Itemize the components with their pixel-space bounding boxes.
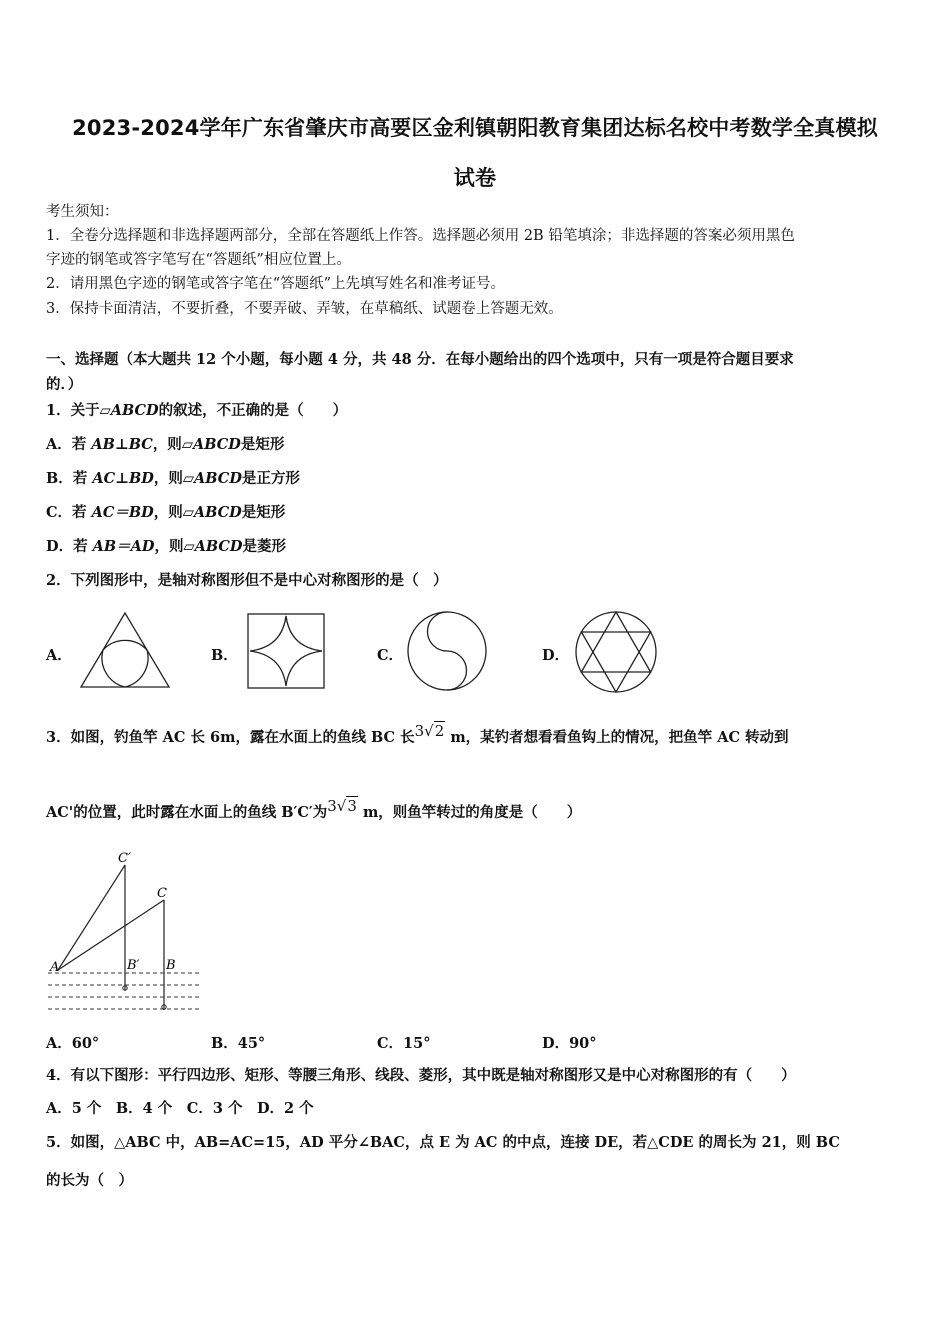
q2-option-b-label: B．	[211, 647, 238, 664]
q2-figure-b-square-star	[246, 612, 326, 690]
q1-prefix: 1．关于	[46, 402, 100, 419]
notice-item-2: 2．请用黑色字迹的钢笔或答字笔在“答题纸”上先填写姓名和准考证号。	[46, 276, 506, 292]
radical-coefficient: 3	[327, 797, 337, 815]
option-then: ，则	[153, 470, 183, 487]
q3-radical-bc-prime: 3√3	[327, 797, 357, 815]
q3-text-part2: m，某钓者想看看鱼钩上的情况，把鱼竿 AC 转动到	[445, 729, 789, 746]
option-then: ，则	[152, 436, 182, 453]
question-1-option-d	[46, 537, 906, 557]
option-condition: AC⊥BD	[92, 470, 154, 487]
label-b-prime: B′	[127, 958, 140, 973]
option-shape: ▱ABCD	[182, 504, 242, 521]
option-shape: ▱ABCD	[183, 538, 243, 555]
q3-text-part4: m，则鱼竿转过的角度是（ ）	[357, 804, 582, 821]
question-1-stem	[46, 401, 906, 421]
radical-coefficient: 3	[414, 722, 425, 740]
question-3-stem-line1	[46, 722, 906, 748]
q3-fishing-rod-figure	[46, 845, 206, 1020]
q2-option-c-label: C．	[377, 647, 404, 664]
option-shape: ▱ABCD	[181, 436, 241, 453]
option-condition: AB⊥BC	[91, 436, 153, 453]
option-result: 是正方形	[241, 470, 300, 487]
question-1-option-c	[46, 503, 906, 523]
q3-text-part3: AC'的位置，此时露在水面上的鱼线 B′C′为	[46, 804, 328, 821]
q3-text-part1: 3．如图，钓鱼竿 AC 长 6m，露在水面上的鱼线 BC 长	[46, 729, 415, 746]
q3-option-c: C．15°	[377, 1035, 431, 1052]
label-c: C	[157, 886, 167, 901]
notice-item-3: 3．保持卡面清洁，不要折叠，不要弄破、弄皱，在草稿纸、试题卷上答题无效。	[46, 301, 563, 317]
q3-radical-bc: 3√2	[414, 722, 445, 740]
q2-figure-d-star-of-david	[574, 610, 658, 694]
notice-item-1b: 字迹的钢笔或答字笔写在“答题纸”相应位置上。	[46, 252, 351, 268]
section-heading-line1: 一、选择题（本大题共 12 个小题，每小题 4 分，共 48 分．在每小题给出的四个选项中，只有一项是符合题目要求	[46, 351, 794, 368]
option-result: 是矩形	[240, 436, 285, 453]
question-2-stem: 2．下列图形中，是轴对称图形但不是中心对称图形的是（ ）	[46, 572, 448, 589]
option-shape: ▱ABCD	[182, 470, 242, 487]
option-then: ，则	[153, 504, 183, 521]
option-then: ，则	[154, 538, 184, 555]
radical-radicand: 3	[347, 797, 357, 815]
section-heading-line2: 的．）	[46, 376, 83, 393]
label-b: B	[166, 958, 176, 973]
option-condition: AB＝AD	[92, 538, 155, 555]
question-5-stem-line1: 5．如图，△ABC 中，AB=AC=15，AD 平分∠BAC，点 E 为 AC 的中点，连接 DE，若△CDE 的周长为 21，则 BC	[46, 1134, 840, 1151]
question-1-option-a	[46, 435, 906, 455]
option-label: D．若	[46, 538, 93, 555]
option-condition: AC＝BD	[91, 504, 154, 521]
question-5-stem-line2: 的长为（ ）	[46, 1172, 133, 1189]
option-label: C．若	[46, 504, 92, 521]
exam-title-line1: 2023-2024学年广东省肇庆市高要区金利镇朝阳教育集团达标名校中考数学全真模拟	[72, 116, 878, 140]
notice-heading: 考生须知：	[46, 204, 119, 220]
notice-item-1a: 1．全卷分选择题和非选择题两部分，全部在答题纸上作答。选择题必须用 2B 铅笔填涂；非选择题的答案必须用黑色	[46, 228, 795, 244]
q2-figure-a-triangle-arcs	[78, 610, 172, 690]
q2-figure-c-yin-yang	[406, 610, 488, 692]
option-label: A．若	[46, 436, 92, 453]
radical-radicand: 2	[434, 722, 445, 740]
question-4-options: A．5 个 B．4 个 C．3 个 D．2 个	[46, 1100, 314, 1117]
q1-suffix: 的叙述，不正确的是（ ）	[158, 402, 348, 419]
option-label: B．若	[46, 470, 93, 487]
label-c-prime: C′	[118, 851, 131, 866]
q3-option-a: A．60°	[46, 1035, 100, 1052]
option-result: 是矩形	[241, 504, 286, 521]
q2-option-a-label: A．	[46, 647, 72, 664]
exam-title-line2: 试卷	[453, 166, 497, 190]
option-result: 是菱形	[242, 538, 287, 555]
question-4-stem: 4．有以下图形：平行四边形、矩形、等腰三角形、线段、菱形，其中既是轴对称图形又是中心对称图形的有（ ）	[46, 1067, 796, 1084]
q3-option-b: B．45°	[211, 1035, 266, 1052]
q1-shape: ▱ABCD	[99, 402, 159, 419]
question-3-stem-line2	[46, 797, 906, 823]
q3-option-d: D．90°	[542, 1035, 597, 1052]
question-1-option-b	[46, 469, 906, 489]
label-a: A	[50, 960, 60, 975]
q2-option-d-label: D．	[542, 647, 570, 664]
